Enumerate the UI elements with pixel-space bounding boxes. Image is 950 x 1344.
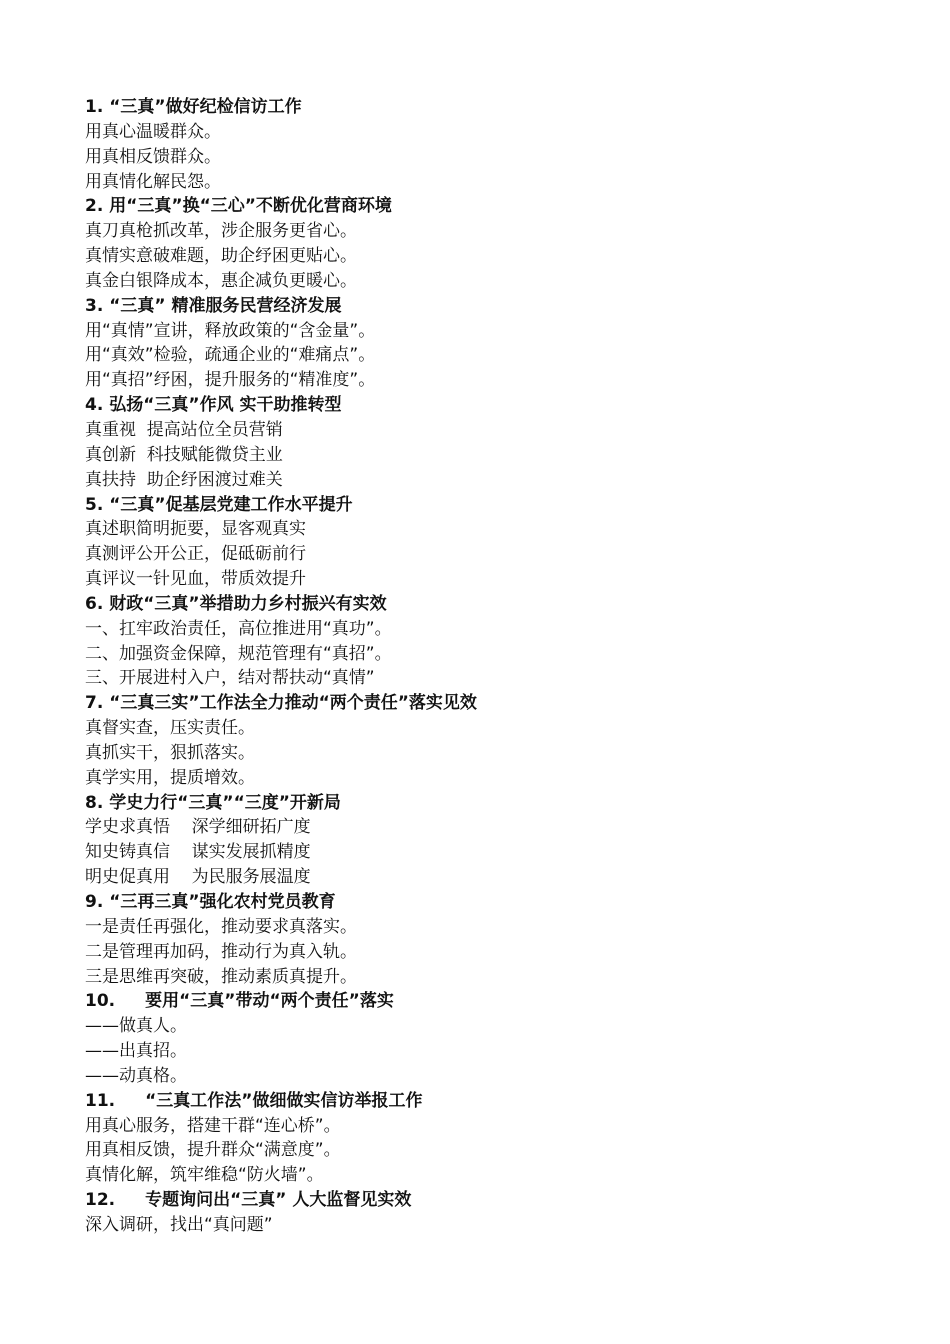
- section-heading: [85, 194, 905, 219]
- list-item: 真督实查，压实责任。: [85, 718, 255, 739]
- list-item: 一、扛牢政治责任，高位推进用“真功”。: [85, 618, 392, 639]
- section-title: “三再三真”强化农村党员教育: [109, 892, 336, 912]
- section-title: 要用“三真”带动“两个责任”落实: [145, 991, 394, 1012]
- list-item: 三、开展进村入户，结对帮扶动“真情”: [85, 668, 375, 689]
- section-number: 9.: [85, 892, 104, 912]
- list-item: 真重视 提高站位全员营销: [85, 419, 283, 440]
- section-heading: [85, 393, 905, 418]
- list-item: 用“真情”宣讲，释放政策的“含金量”。: [85, 320, 376, 341]
- list-item: 真学实用，提质增效。: [85, 767, 255, 788]
- section-number: 4.: [85, 395, 104, 416]
- section-heading: [85, 95, 905, 120]
- list-item: 真创新 科技赋能微贷主业: [85, 444, 283, 465]
- section-number: 12.: [85, 1190, 116, 1211]
- section-heading: [85, 989, 905, 1014]
- list-item: ——做真人。: [85, 1016, 187, 1037]
- section-title: 财政“三真”举措助力乡村振兴有实效: [109, 593, 387, 614]
- list-item: 学史求真悟 深学细研拓广度: [85, 817, 311, 838]
- section-number: 3.: [85, 295, 104, 316]
- section-heading: [85, 890, 905, 915]
- list-item: 真扶持 助企纾困渡过难关: [85, 469, 283, 490]
- list-item: 用“真招”纾困，提升服务的“精准度”。: [85, 370, 376, 391]
- list-item: 二是管理再加码，推动行为真入轨。: [85, 941, 357, 962]
- list-item: 深入调研，找出“真问题”: [85, 1214, 273, 1235]
- section-heading: [85, 791, 905, 816]
- section-heading: [85, 1089, 905, 1114]
- section-title: 专题询问出“三真” 人大监督见实效: [145, 1190, 412, 1211]
- section-number: 10.: [85, 991, 116, 1012]
- section-heading: [85, 592, 905, 617]
- list-item: ——出真招。: [85, 1041, 187, 1062]
- section-title: 弘扬“三真”作风 实干助推转型: [109, 395, 342, 416]
- section-title: 学史力行“三真”“三度”开新局: [109, 792, 341, 813]
- section-title: 用“三真”换“三心”不断优化营商环境: [109, 196, 392, 217]
- list-item: 真金白银降成本，惠企减负更暖心。: [85, 270, 357, 291]
- list-item: 用真情化解民怨。: [85, 171, 221, 192]
- section-title: “三真三实”工作法全力推动“两个责任”落实见效: [109, 693, 477, 714]
- list-item: 用真心服务，搭建干群“连心桥”。: [85, 1115, 341, 1136]
- section-title: “三真”促基层党建工作水平提升: [109, 494, 353, 515]
- list-item: 真刀真枪抓改革，涉企服务更省心。: [85, 221, 357, 242]
- section-number: 11.: [85, 1090, 116, 1111]
- list-item: 真抓实干，狠抓落实。: [85, 742, 255, 763]
- section-heading: [85, 294, 905, 319]
- list-item: 真述职简明扼要，显客观真实: [85, 519, 306, 540]
- list-item: 知史铸真信 谋实发展抓精度: [85, 842, 311, 863]
- document-page: [85, 95, 905, 1238]
- section-number: 8.: [85, 792, 104, 813]
- section-heading: [85, 493, 905, 518]
- section-title: “三真”做好纪检信访工作: [109, 97, 302, 117]
- list-item: 三是思维再突破，推动素质真提升。: [85, 966, 357, 987]
- section-number: 1.: [85, 97, 104, 117]
- list-item: 真评议一针见血，带质效提升: [85, 569, 306, 590]
- list-item: 真测评公开公正，促砥砺前行: [85, 544, 306, 565]
- list-item: 用真相反馈，提升群众“满意度”。: [85, 1140, 341, 1161]
- list-item: 用真相反馈群众。: [85, 146, 221, 167]
- section-title: “三真工作法”做细做实信访举报工作: [145, 1090, 423, 1111]
- list-item: 真情实意破难题，助企纾困更贴心。: [85, 246, 357, 267]
- list-item: 用“真效”检验，疏通企业的“难痛点”。: [85, 345, 376, 366]
- section-number: 5.: [85, 494, 104, 515]
- list-item: 明史促真用 为民服务展温度: [85, 867, 311, 888]
- section-heading: [85, 1188, 905, 1213]
- list-item: 一是责任再强化，推动要求真落实。: [85, 916, 357, 937]
- section-number: 2.: [85, 196, 104, 217]
- list-item: ——动真格。: [85, 1065, 187, 1086]
- section-number: 6.: [85, 593, 104, 614]
- section-number: 7.: [85, 693, 104, 714]
- list-item: 二、加强资金保障，规范管理有“真招”。: [85, 643, 392, 664]
- section-title: “三真” 精准服务民营经济发展: [109, 295, 342, 316]
- section-heading: [85, 691, 905, 716]
- list-item: 用真心温暖群众。: [85, 121, 221, 142]
- list-item: 真情化解，筑牢维稳“防火墙”。: [85, 1165, 324, 1186]
